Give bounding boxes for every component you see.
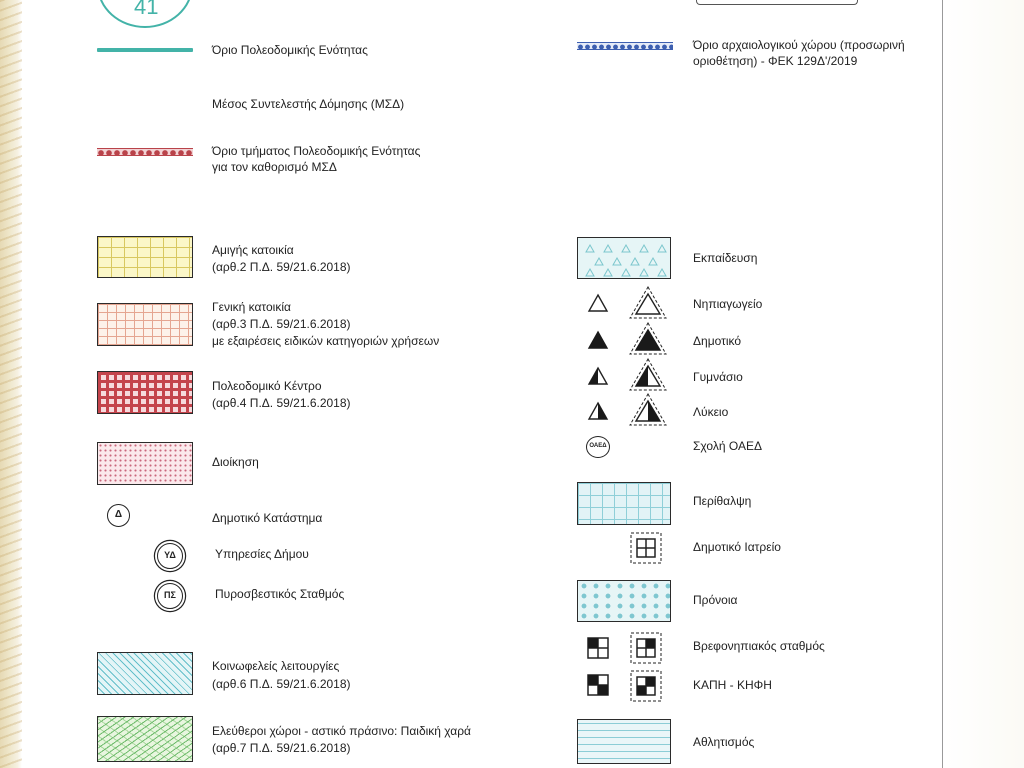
map-edge-right [944, 0, 1024, 768]
section-boundary-label-2: για τον καθορισμό ΜΣΔ [212, 160, 337, 174]
pure-residential-label-2: (αρθ.2 Π.Δ. 59/21.6.2018) [212, 260, 351, 274]
unit-boundary-line [97, 48, 193, 52]
nursery-large-icon [630, 632, 662, 664]
lyceum-label: Λύκειο [693, 405, 729, 419]
municipal-services-symbol: ΥΔ [164, 550, 176, 560]
archaeological-boundary-label-2: οριοθέτηση) - ΦΕΚ 129Δ'/2019 [693, 54, 858, 68]
archaeological-boundary-line [577, 42, 673, 50]
administration-label: Διοίκηση [212, 455, 259, 469]
public-benefit-label-2: (αρθ.6 Π.Δ. 59/21.6.2018) [212, 677, 351, 691]
education-label: Εκπαίδευση [693, 251, 758, 265]
gymnasium-icon [587, 366, 609, 386]
oaed-school-symbol: ΟΑΕΔ [589, 443, 607, 449]
nursery-label: Βρεφονηπιακός σταθμός [693, 639, 825, 653]
education-triangles [578, 238, 670, 278]
nursery-icon [587, 637, 609, 659]
urban-center-label-2: (αρθ.4 Π.Δ. 59/21.6.2018) [212, 396, 351, 410]
municipal-store-label: Δημοτικό Κατάστημα [212, 511, 323, 525]
lyceum-icon [587, 401, 609, 421]
kindergarten-icon [587, 293, 609, 313]
primary-school-large-icon [629, 322, 667, 356]
municipal-services-label: Υπηρεσίες Δήμου [215, 547, 309, 561]
municipal-store-symbol: Δ [114, 509, 123, 520]
legend-frame-border [942, 0, 943, 768]
general-residential-swatch [97, 303, 193, 346]
gymnasium-large-icon [629, 358, 667, 392]
lyceum-large-icon [629, 393, 667, 427]
welfare-label: Πρόνοια [693, 593, 738, 607]
municipal-clinic-label: Δημοτικό Ιατρείο [693, 540, 781, 554]
welfare-swatch [577, 580, 671, 622]
kindergarten-label: Νηπιαγωγείο [693, 297, 763, 311]
health-care-swatch [577, 482, 671, 525]
section-boundary-line [97, 148, 193, 156]
general-residential-label-2: (αρθ.3 Π.Δ. 59/21.6.2018) [212, 317, 351, 331]
public-benefit-label-1: Κοινωφελείς λειτουργίες [212, 659, 340, 673]
gymnasium-label: Γυμνάσιο [693, 370, 743, 384]
primary-school-icon [587, 330, 609, 350]
kapi-kifi-icon [587, 674, 609, 696]
oaed-school-label: Σχολή ΟΑΕΔ [693, 439, 762, 453]
unit-boundary-label: Όριο Πολεοδομικής Ενότητας [212, 43, 368, 57]
unit-number-text: 41 [134, 0, 159, 19]
fire-station-label: Πυροσβεστικός Σταθμός [215, 587, 345, 601]
green-spaces-label-2: (αρθ.7 Π.Δ. 59/21.6.2018) [212, 741, 351, 755]
archaeological-boundary-label-1: Όριο αρχαιολογικού χώρου (προσωρινή [693, 38, 905, 52]
msd-label: Μέσος Συντελεστής Δόμησης (ΜΣΔ) [212, 97, 405, 111]
urban-center-label-1: Πολεοδομικό Κέντρο [212, 379, 322, 393]
sports-swatch [577, 719, 671, 764]
health-care-label: Περίθαλψη [693, 494, 752, 508]
kindergarten-large-icon [629, 286, 667, 320]
education-swatch [577, 237, 671, 279]
map-edge-left [0, 0, 22, 768]
pure-residential-label-1: Αμιγής κατοικία [212, 243, 294, 257]
kapi-kifi-large-icon [630, 670, 662, 702]
urban-center-swatch [97, 371, 193, 414]
top-right-swatch-fragment [696, 0, 858, 5]
kapi-kifi-label: ΚΑΠΗ - ΚΗΦΗ [693, 678, 772, 692]
pure-residential-swatch [97, 236, 193, 278]
fire-station-symbol: ΠΣ [164, 590, 176, 600]
green-spaces-label-1: Ελεύθεροι χώροι - αστικό πράσινο: Παιδική χαρά [212, 724, 471, 738]
section-boundary-label-1: Όριο τμήματος Πολεοδομικής Ενότητας [212, 144, 421, 158]
municipal-clinic-icon [630, 532, 662, 564]
administration-swatch [97, 442, 193, 485]
public-benefit-swatch [97, 652, 193, 695]
green-spaces-swatch [97, 716, 193, 762]
sports-label: Αθλητισμός [693, 735, 755, 749]
general-residential-label-1: Γενική κατοικία [212, 300, 291, 314]
primary-school-label: Δημοτικό [693, 334, 742, 348]
general-residential-label-3: με εξαιρέσεις ειδικών κατηγοριών χρήσεων [212, 334, 440, 348]
